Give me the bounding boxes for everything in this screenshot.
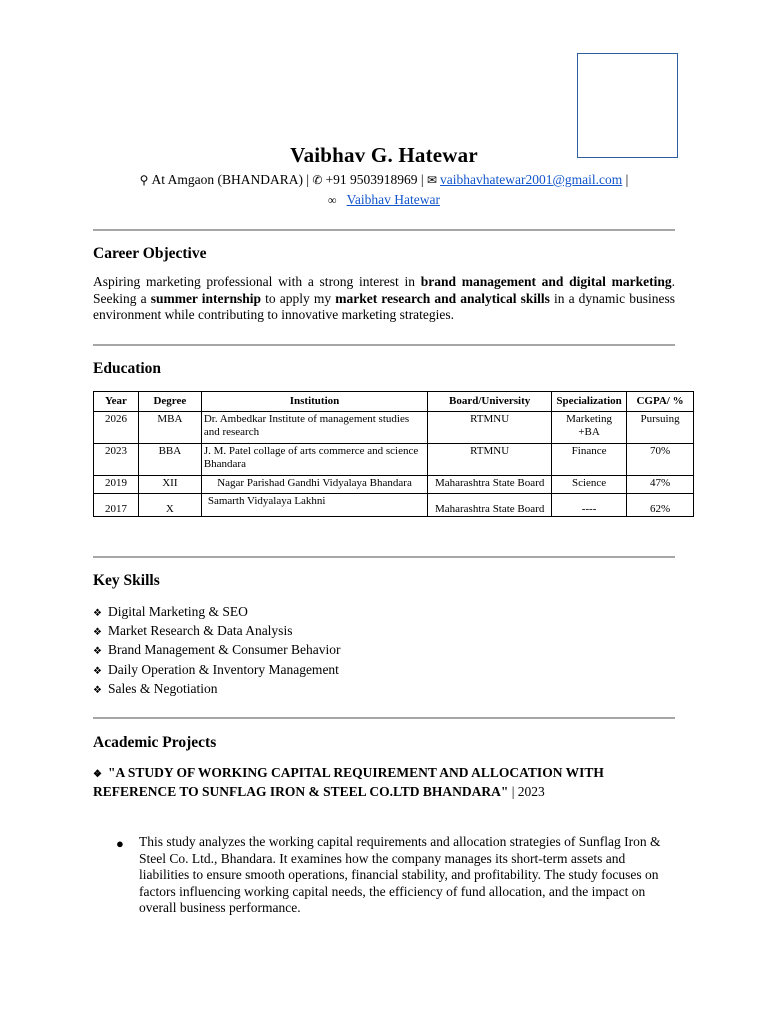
career-text: Aspiring marketing professional with a strong interest in bbox=[93, 274, 421, 289]
list-item bbox=[93, 602, 340, 621]
table-cell: Nagar Parishad Gandhi Vidyalaya Bhandara bbox=[201, 476, 427, 494]
table-cell: J. M. Patel collage of arts commerce and science Bhandara bbox=[201, 444, 427, 476]
section-title-skills: Key Skills bbox=[93, 572, 160, 589]
career-text: to apply my bbox=[261, 290, 336, 306]
section-title-projects: Academic Projects bbox=[93, 734, 217, 751]
table-cell: Science bbox=[552, 476, 627, 494]
link-icon: ∞ bbox=[328, 193, 337, 207]
skill-text: Brand Management & Consumer Behavior bbox=[108, 642, 341, 658]
table-cell: Samarth Vidyalaya Lakhni bbox=[201, 494, 427, 517]
linkedin-link[interactable]: Vaibhav Hatewar bbox=[346, 192, 440, 207]
table-cell: 62% bbox=[627, 494, 694, 517]
skill-text: Daily Operation & Inventory Management bbox=[108, 661, 339, 677]
table-row bbox=[94, 412, 694, 444]
separator: | bbox=[625, 172, 629, 187]
column-header: Board/University bbox=[428, 392, 552, 412]
diamond-bullet-icon: ❖ bbox=[93, 684, 102, 696]
education-table bbox=[93, 391, 694, 517]
bullet-icon: ● bbox=[116, 836, 124, 851]
table-cell: MBA bbox=[138, 412, 201, 444]
diamond-bullet-icon: ❖ bbox=[93, 608, 102, 619]
divider bbox=[93, 344, 675, 346]
divider bbox=[93, 717, 675, 719]
career-text: . Seeking a bbox=[93, 274, 675, 306]
location-pin-icon: ⚲ bbox=[139, 173, 149, 187]
skill-text: Sales & Negotiation bbox=[108, 680, 218, 696]
diamond-bullet-icon: ❖ bbox=[93, 769, 102, 780]
table-cell: BBA bbox=[138, 444, 201, 476]
career-bold: market research and analytical skills bbox=[335, 290, 550, 306]
diamond-bullet-icon: ❖ bbox=[93, 646, 102, 658]
section-title-career: Career Objective bbox=[93, 245, 207, 262]
career-bold: summer internship bbox=[150, 290, 262, 306]
envelope-icon: ✉ bbox=[426, 173, 437, 187]
table-cell: 2026 bbox=[94, 412, 139, 444]
career-text: in a dynamic business environment while contributing to innovative marketing strategies. bbox=[93, 290, 676, 322]
phone-icon: ✆ bbox=[312, 173, 323, 187]
table-row bbox=[94, 476, 694, 494]
table-cell: 2017 bbox=[94, 494, 139, 517]
skill-text: Market Research & Data Analysis bbox=[108, 623, 293, 639]
column-header: Specialization bbox=[552, 392, 627, 412]
separator: | bbox=[420, 172, 424, 187]
table-cell: Pursuing bbox=[627, 412, 694, 444]
table-cell: 70% bbox=[627, 444, 694, 476]
location-text: At Amgaon (BHANDARA) bbox=[151, 172, 303, 187]
list-item bbox=[93, 621, 340, 640]
table-cell: Maharashtra State Board bbox=[428, 494, 552, 517]
project-year: | 2023 bbox=[508, 784, 545, 799]
divider bbox=[93, 556, 675, 558]
table-cell: XII bbox=[138, 476, 201, 494]
linkedin-line bbox=[0, 192, 768, 208]
phone-text: +91 9503918969 bbox=[325, 172, 418, 187]
email-link[interactable]: vaibhavhatewar2001@gmail.com bbox=[440, 172, 623, 187]
table-cell: 2023 bbox=[94, 444, 139, 476]
column-header: Institution bbox=[201, 392, 427, 412]
table-cell: RTMNU bbox=[428, 412, 552, 444]
table-cell: 2019 bbox=[94, 476, 139, 494]
list-item bbox=[93, 679, 340, 698]
skills-list bbox=[93, 602, 340, 698]
table-cell: Maharashtra State Board bbox=[428, 476, 552, 494]
list-item bbox=[93, 660, 340, 679]
table-row bbox=[94, 494, 694, 517]
table-cell: X bbox=[138, 494, 201, 517]
table-cell: ---- bbox=[552, 494, 627, 517]
section-title-education: Education bbox=[93, 360, 162, 377]
candidate-name: Vaibhav G. Hatewar bbox=[290, 143, 478, 167]
table-cell: RTMNU bbox=[428, 444, 552, 476]
career-objective-text bbox=[93, 274, 675, 324]
table-cell: Finance bbox=[552, 444, 627, 476]
project-title bbox=[93, 764, 675, 800]
list-item bbox=[93, 640, 340, 659]
table-row bbox=[94, 444, 694, 476]
table-cell: Marketing +BA bbox=[552, 412, 627, 444]
diamond-bullet-icon: ❖ bbox=[93, 627, 102, 639]
table-header-row bbox=[94, 392, 694, 412]
diamond-bullet-icon: ❖ bbox=[93, 665, 102, 677]
column-header: CGPA/ % bbox=[627, 392, 694, 412]
career-bold: brand management and digital marketing bbox=[420, 274, 672, 289]
column-header: Year bbox=[94, 392, 139, 412]
separator: | bbox=[306, 172, 310, 187]
table-cell: 47% bbox=[627, 476, 694, 494]
contact-line bbox=[0, 172, 768, 188]
project-description: This study analyzes the working capital requirements and allocation strategies of Sunflag Iron & Steel Co. Ltd., Bhandara. It examines how the company manages its short-term assets and liabilities to ensure smooth operations, financial stability, and profitability. The study focuses on factors influencing working capital needs, the efficiency of fund allocation, and the impact on overall business performance. bbox=[139, 834, 661, 916]
divider bbox=[93, 229, 675, 231]
project-title-text: "A STUDY OF WORKING CAPITAL REQUIREMENT AND ALLOCATION WITH REFERENCE TO SUNFLAG IRON & STEEL CO.LTD BHANDARA" bbox=[93, 765, 604, 799]
table-cell: Dr. Ambedkar Institute of management studies and research bbox=[201, 412, 427, 444]
column-header: Degree bbox=[138, 392, 201, 412]
skill-text: Digital Marketing & SEO bbox=[108, 604, 248, 619]
